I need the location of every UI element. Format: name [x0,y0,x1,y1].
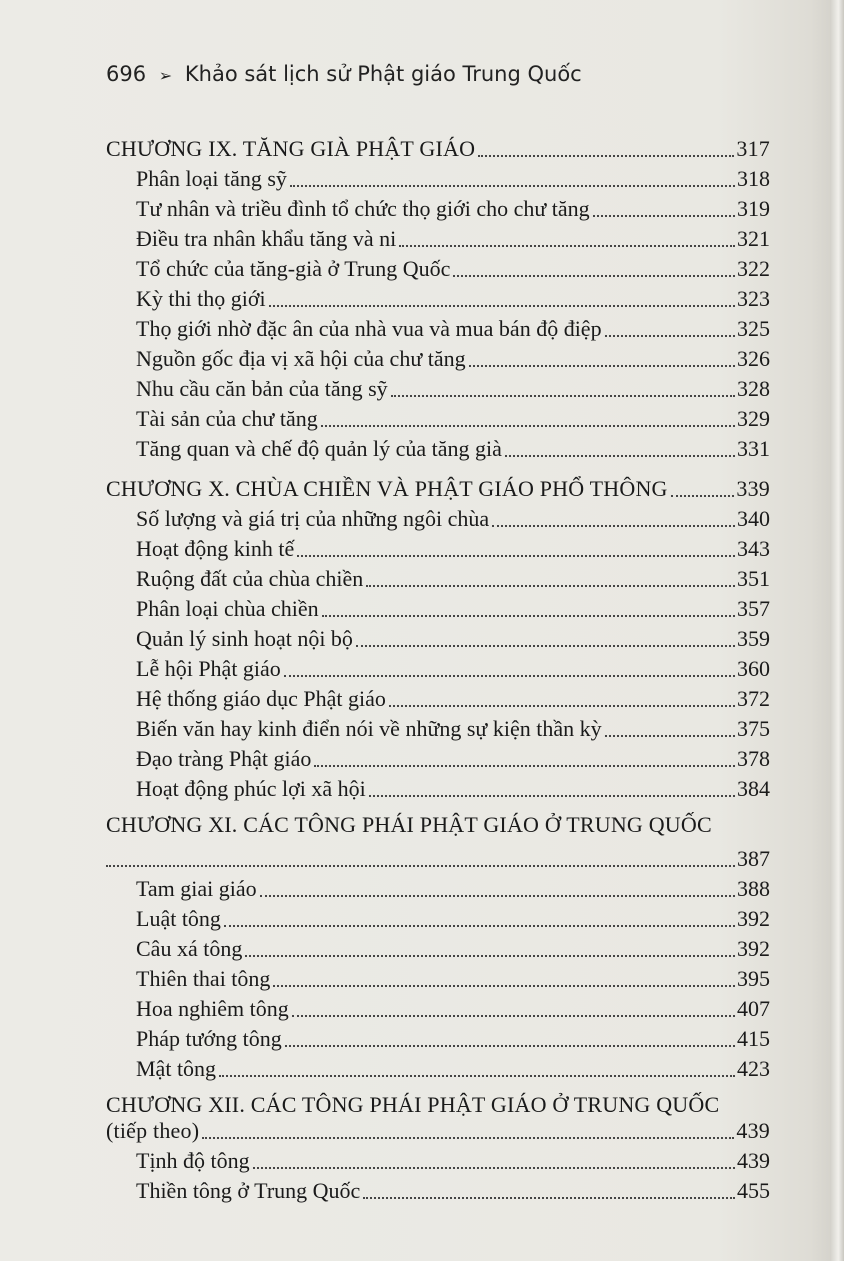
toc-entry [136,1148,770,1174]
toc-entry-title: CHƯƠNG XII. CÁC TÔNG PHÁI PHẬT GIÁO Ở TRUNG QUỐC [106,1092,720,1117]
toc-entry-title: Thiền tông ở Trung Quốc [136,1178,361,1203]
toc-page-number: 387 [737,846,770,871]
toc-entry-title: Số lượng và giá trị của những ngôi chùa [136,506,490,531]
arrow-separator-icon: ➢ [158,66,173,85]
dot-leader [605,734,735,737]
dot-leader [478,154,734,157]
toc-entry [136,1026,770,1052]
toc-entry [136,376,770,402]
toc-page-number: 359 [737,626,770,651]
toc-entry [136,686,770,712]
toc-chapter-entry [106,812,770,838]
toc-entry [136,166,770,192]
toc-entry-title: Phân loại chùa chiền [136,596,319,621]
toc-page-number: 360 [737,656,770,681]
toc-page-number: 321 [737,226,770,251]
dot-leader [106,864,735,867]
toc-page-number: 395 [737,966,770,991]
toc-entry-title: Câu xá tông [136,936,243,961]
toc-entry [136,966,770,992]
toc-entry-title: Hoạt động kinh tế [136,536,295,561]
toc-entry [136,536,770,562]
toc-entry-title: Quản lý sinh hoạt nội bộ [136,626,353,651]
toc-page-number: 322 [737,256,770,281]
book-title: Khảo sát lịch sử Phật giáo Trung Quốc [184,62,582,86]
toc-entry-title: Nguồn gốc địa vị xã hội của chư tăng [136,346,466,371]
toc-page-number: 317 [736,136,770,161]
toc-entry [136,746,770,772]
toc-page-number: 329 [737,406,770,431]
toc-entry-title: Mật tông [136,1056,217,1081]
toc-entry-title: (tiếp theo) [106,1118,200,1143]
toc-page-number: 339 [736,476,770,501]
dot-leader [292,1014,735,1017]
toc-page-number: 340 [737,506,770,531]
toc-entry [136,596,770,622]
toc-entry-title: Tăng quan và chế độ quản lý của tăng già [136,436,502,461]
dot-leader [505,454,735,457]
toc-entry [136,226,770,252]
dot-leader [399,244,735,247]
dot-leader [273,984,735,987]
page-number: 696 [106,62,147,86]
toc-page-number: 392 [737,936,770,961]
dot-leader [285,1044,735,1047]
dot-leader [260,894,735,897]
toc-entry-title: Điều tra nhân khẩu tăng và ni [136,226,397,251]
toc-entry [136,626,770,652]
dot-leader [269,304,735,307]
toc-entry [136,656,770,682]
toc-entry [136,566,770,592]
dot-leader [671,494,735,497]
toc-page-number: 323 [737,286,770,311]
dot-leader [363,1196,735,1199]
dot-leader [492,524,735,527]
toc-chapter-entry [106,1118,770,1144]
dot-leader [290,184,735,187]
dot-leader [453,274,735,277]
toc-page-number: 423 [737,1056,770,1081]
toc-entry-title: Phân loại tăng sỹ [136,166,287,191]
toc-entry-title: Tam giai giáo [136,876,257,901]
toc-page-number: 318 [737,166,770,191]
dot-leader [245,954,735,957]
toc-page-number: 331 [737,436,770,461]
dot-leader [369,794,735,797]
dot-leader [219,1074,735,1077]
toc-page-number: 375 [737,716,770,741]
toc-entry [136,906,770,932]
toc-page-number: 343 [737,536,770,561]
dot-leader [366,584,735,587]
toc-page-number: 328 [737,376,770,401]
toc-page-number: 392 [737,906,770,931]
toc-entry-title: CHƯƠNG XI. CÁC TÔNG PHÁI PHẬT GIÁO Ở TRUNG QUỐC [106,812,712,837]
toc-entry [136,406,770,432]
dot-leader [321,424,735,427]
dot-leader [202,1136,734,1139]
toc-entry-title: Tài sản của chư tăng [136,406,318,431]
toc-page-number: 319 [737,196,770,221]
toc-entry-title: Luật tông [136,906,221,931]
toc-chapter-entry [106,1092,770,1118]
toc-page-number: 407 [737,996,770,1021]
dot-leader [297,554,735,557]
toc-entry [136,436,770,462]
toc-entry [136,256,770,282]
toc-page-number: 378 [737,746,770,771]
toc-entry [136,876,770,902]
toc-chapter-entry [106,476,770,502]
dot-leader [593,214,735,217]
toc-entry-title: Tư nhân và triều đình tổ chức thọ giới cho chư tăng [136,196,590,221]
toc-entry [136,196,770,222]
dot-leader [224,924,735,927]
dot-leader [605,334,735,337]
toc-entry-title: Hoa nghiêm tông [136,996,289,1021]
toc-page-number: 351 [737,566,770,591]
toc-page-number: 357 [737,596,770,621]
dot-leader [284,674,735,677]
toc-entry [136,1056,770,1082]
toc-page-number: 326 [737,346,770,371]
toc-entry [136,506,770,532]
toc-page-number: 325 [737,316,770,341]
toc-entry-title: CHƯƠNG X. CHÙA CHIỀN VÀ PHẬT GIÁO PHỔ THÔNG [106,476,668,501]
toc-chapter-entry [106,136,770,162]
toc-entry [136,936,770,962]
dot-leader [322,614,735,617]
toc-entry [106,846,770,872]
toc-entry-title: CHƯƠNG IX. TĂNG GIÀ PHẬT GIÁO [106,136,476,161]
toc-entry-title: Hệ thống giáo dục Phật giáo [136,686,386,711]
toc-entry-title: Hoạt động phúc lợi xã hội [136,776,366,801]
toc-entry [136,996,770,1022]
dot-leader [469,364,735,367]
toc-entry-title: Ruộng đất của chùa chiền [136,566,364,591]
toc-entry-title: Biến văn hay kinh điển nói về những sự kiện thần kỳ [136,716,602,741]
toc-entry-title: Nhu cầu căn bản của tăng sỹ [136,376,388,401]
toc-page-number: 455 [737,1178,770,1203]
toc-entry-title: Đạo tràng Phật giáo [136,746,312,771]
toc-entry-title: Thiên thai tông [136,966,271,991]
dot-leader [389,704,735,707]
toc-entry-title: Tịnh độ tông [136,1148,250,1173]
toc-page-number: 388 [737,876,770,901]
toc-entry [136,346,770,372]
toc-page-number: 372 [737,686,770,711]
dot-leader [391,394,735,397]
toc-page-number: 439 [737,1148,770,1173]
toc-entry-title: Kỳ thi thọ giới [136,286,266,311]
toc-page-number: 384 [737,776,770,801]
toc-entry [136,286,770,312]
toc-entry-title: Pháp tướng tông [136,1026,282,1051]
toc-page-number: 415 [737,1026,770,1051]
toc-entry [136,1178,770,1204]
dot-leader [314,764,735,767]
toc-entry-title: Tổ chức của tăng-già ở Trung Quốc [136,256,451,281]
dot-leader [356,644,735,647]
toc-entry-title: Thọ giới nhờ đặc ân của nhà vua và mua bán độ điệp [136,316,602,341]
toc-entry [136,316,770,342]
dot-leader [253,1166,735,1169]
toc-page-number: 439 [736,1118,770,1143]
toc-entry [136,716,770,742]
toc-entry [136,776,770,802]
toc-entry-title: Lễ hội Phật giáo [136,656,281,681]
